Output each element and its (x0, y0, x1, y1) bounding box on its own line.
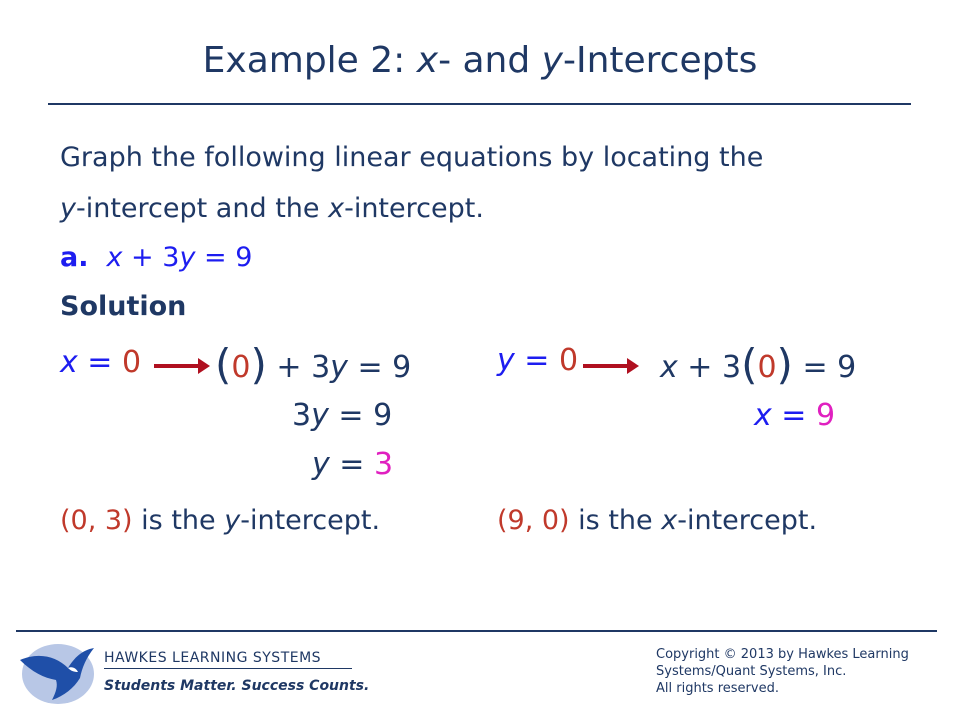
problem-label: a. (60, 242, 89, 273)
instructions-text-1: Graph the following linear equations by locating the (60, 142, 764, 173)
eagle-logo-icon (16, 638, 96, 708)
right-eq2-val: 9 (815, 398, 836, 433)
brand-name: HAWKES LEARNING SYSTEMS (104, 650, 322, 666)
instructions-line-1 (60, 142, 763, 173)
arrow-right-icon (154, 364, 204, 368)
left-eq2-coef: 3 (292, 398, 312, 433)
slide-title (0, 40, 960, 81)
copyright-line-3: All rights reserved. (656, 681, 779, 696)
title-mid: - and (438, 40, 542, 81)
right-set-var: y (497, 343, 515, 378)
left-eq-1 (215, 338, 411, 387)
right-eq1-open-paren: ( (741, 340, 758, 389)
title-var-x: x (416, 40, 439, 81)
right-result-var: x (661, 505, 678, 536)
left-eq-2 (292, 398, 392, 433)
left-eq1-rest-b: = 9 (347, 350, 412, 385)
left-eq3-var-y: y (312, 447, 330, 482)
left-result-var: y (224, 505, 241, 536)
solution-label: Solution (60, 291, 187, 322)
title-suffix: -Intercepts (562, 40, 758, 81)
right-eq-2 (754, 398, 835, 433)
instructions-var-x: x (328, 193, 345, 224)
instructions-var-y: y (60, 193, 76, 224)
right-eq2-var-x: x (754, 398, 772, 433)
left-set-eq: = (77, 345, 122, 380)
instructions-text-2a: -intercept and the (75, 193, 329, 224)
instructions-text-2b: -intercept. (344, 193, 484, 224)
left-eq1-open-paren: ( (215, 340, 232, 389)
right-result (497, 505, 817, 536)
left-set-x (60, 345, 141, 380)
brand-tagline: Students Matter. Success Counts. (104, 678, 370, 694)
left-result-text-a: is the (132, 505, 225, 536)
problem-mid: + 3 (122, 242, 180, 273)
right-eq2-eq: = (771, 398, 816, 433)
title-prefix: Example 2: (202, 40, 417, 81)
left-result-text-b: -intercept. (240, 505, 381, 536)
left-eq1-var-y: y (330, 350, 348, 385)
copyright-line-1: Copyright © 2013 by Hawkes Learning (656, 647, 909, 662)
left-eq3-eq: = (329, 447, 374, 482)
left-eq1-rest-a: + 3 (266, 350, 331, 385)
right-set-val: 0 (558, 343, 579, 378)
right-eq1-close-paren: ) (776, 340, 793, 389)
right-result-text-a: is the (569, 505, 662, 536)
left-eq1-close-paren: ) (250, 340, 267, 389)
left-eq2-rest: = 9 (328, 398, 393, 433)
footer-divider (16, 630, 937, 632)
right-eq1-val: 0 (757, 350, 777, 385)
left-eq3-val: 3 (373, 447, 394, 482)
right-eq1-var-x: x (660, 350, 678, 385)
right-eq1-b: = 9 (792, 350, 857, 385)
problem-var-y: y (179, 242, 196, 273)
title-divider (48, 103, 911, 105)
left-set-val: 0 (121, 345, 142, 380)
right-set-eq: = (514, 343, 559, 378)
left-eq2-var-y: y (311, 398, 329, 433)
arrow-right-icon (583, 364, 633, 368)
copyright-notice (656, 646, 946, 697)
left-result-point: (0, 3) (60, 505, 133, 536)
left-eq1-val: 0 (231, 350, 251, 385)
left-set-var: x (60, 345, 78, 380)
right-eq-1 (660, 338, 856, 387)
copyright-line-2: Systems/Quant Systems, Inc. (656, 664, 847, 679)
left-result (60, 505, 380, 536)
problem-a (60, 242, 252, 273)
right-eq1-a: + 3 (677, 350, 742, 385)
brand-divider (104, 668, 352, 669)
title-var-y: y (541, 40, 563, 81)
right-set-y (497, 343, 578, 378)
problem-rhs: = 9 (195, 242, 253, 273)
instructions-line-2 (60, 193, 484, 224)
right-result-text-b: -intercept. (677, 505, 818, 536)
problem-var-x: x (106, 242, 123, 273)
left-eq-3 (312, 447, 393, 482)
right-result-point: (9, 0) (497, 505, 570, 536)
